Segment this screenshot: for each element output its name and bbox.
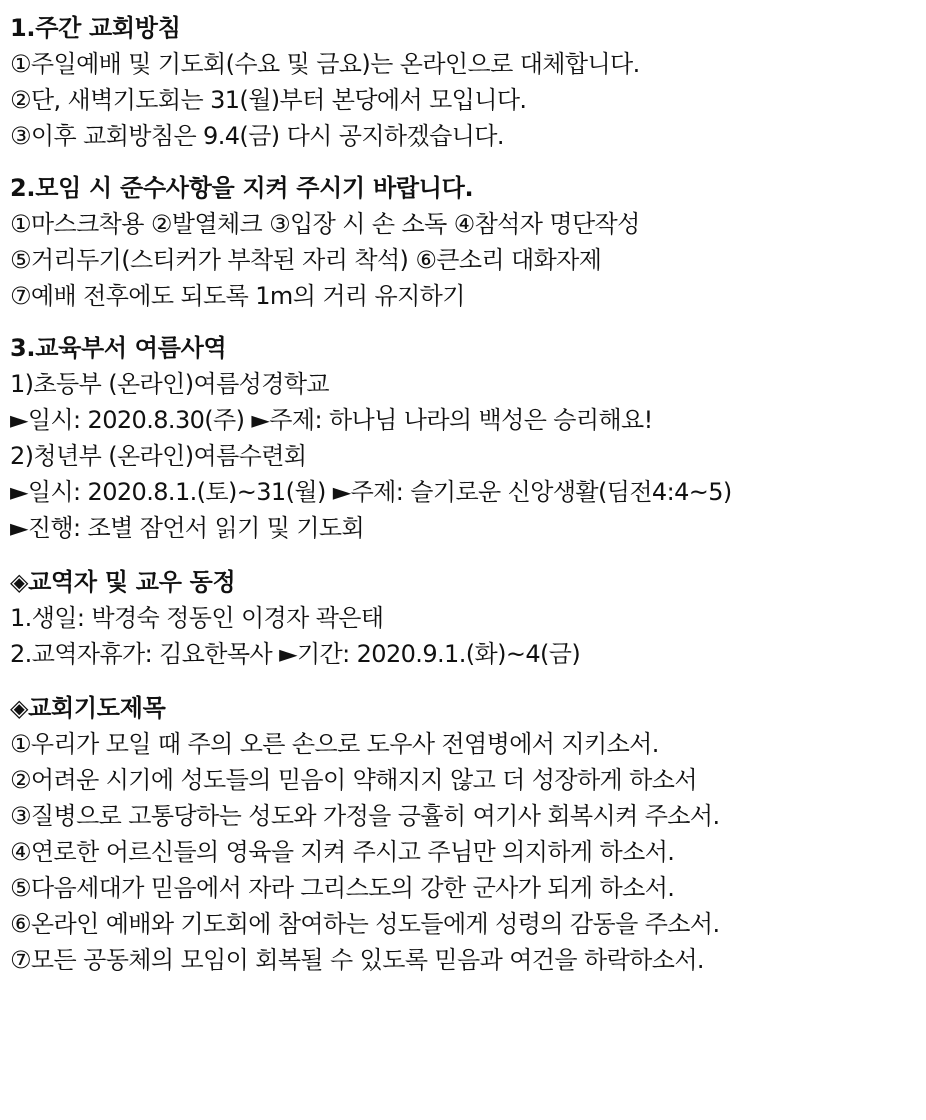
list-item: ④연로한 어르신들의 영육을 지켜 주시고 주님만 의지하게 하소서. <box>10 838 675 866</box>
list-item: ⑤다음세대가 믿음에서 자라 그리스도의 강한 군사가 되게 하소서. <box>10 874 675 902</box>
list-item: ►일시: 2020.8.1.(토)~31(월) ►주제: 슬기로운 신앙생활(딤전4:4~5) <box>10 478 732 506</box>
list-item: ⑥온라인 예배와 기도회에 참여하는 성도들에게 성령의 감동을 주소서. <box>10 910 720 938</box>
section-prayer-topics <box>10 690 920 978</box>
section-title: 2.모임 시 준수사항을 지켜 주시기 바랍니다. <box>10 174 474 202</box>
list-item: ►진행: 조별 잠언서 읽기 및 기도회 <box>10 514 365 542</box>
list-item: 2.교역자휴가: 김요한목사 ►기간: 2020.9.1.(화)~4(금) <box>10 640 581 668</box>
list-item: ⑤거리두기(스티커가 부착된 자리 착석) ⑥큰소리 대화자제 <box>10 246 602 274</box>
section-member-news <box>10 564 920 672</box>
list-item: ③질병으로 고통당하는 성도와 가정을 긍휼히 여기사 회복시켜 주소서. <box>10 802 720 830</box>
list-item: ⑦모든 공동체의 모임이 회복될 수 있도록 믿음과 여건을 하락하소서. <box>10 946 704 974</box>
section-summer-ministry <box>10 330 920 546</box>
list-item: ③이후 교회방침은 9.4(금) 다시 공지하겠습니다. <box>10 122 504 150</box>
church-bulletin <box>10 10 920 978</box>
section-weekly-policy <box>10 10 920 154</box>
list-item: 2)청년부 (온라인)여름수련회 <box>10 442 307 470</box>
list-item: 1.생일: 박경숙 정동인 이경자 곽은태 <box>10 604 384 632</box>
section-title: 1.주간 교회방침 <box>10 14 181 42</box>
list-item: ⑦예배 전후에도 되도록 1m의 거리 유지하기 <box>10 282 465 310</box>
list-item: ②어려운 시기에 성도들의 믿음이 약해지지 않고 더 성장하게 하소서 <box>10 766 697 794</box>
section-title: ◈교회기도제목 <box>10 694 166 722</box>
section-gathering-rules <box>10 170 920 314</box>
list-item: ①마스크착용 ②발열체크 ③입장 시 손 소독 ④참석자 명단작성 <box>10 210 640 238</box>
list-item: ①우리가 모일 때 주의 오른 손으로 도우사 전염병에서 지키소서. <box>10 730 659 758</box>
list-item: ►일시: 2020.8.30(주) ►주제: 하나님 나라의 백성은 승리해요! <box>10 406 653 434</box>
list-item: ②단, 새벽기도회는 31(월)부터 본당에서 모입니다. <box>10 86 527 114</box>
section-title: ◈교역자 및 교우 동정 <box>10 568 236 596</box>
list-item: 1)초등부 (온라인)여름성경학교 <box>10 370 329 398</box>
section-title: 3.교육부서 여름사역 <box>10 334 227 362</box>
list-item: ①주일예배 및 기도회(수요 및 금요)는 온라인으로 대체합니다. <box>10 50 640 78</box>
